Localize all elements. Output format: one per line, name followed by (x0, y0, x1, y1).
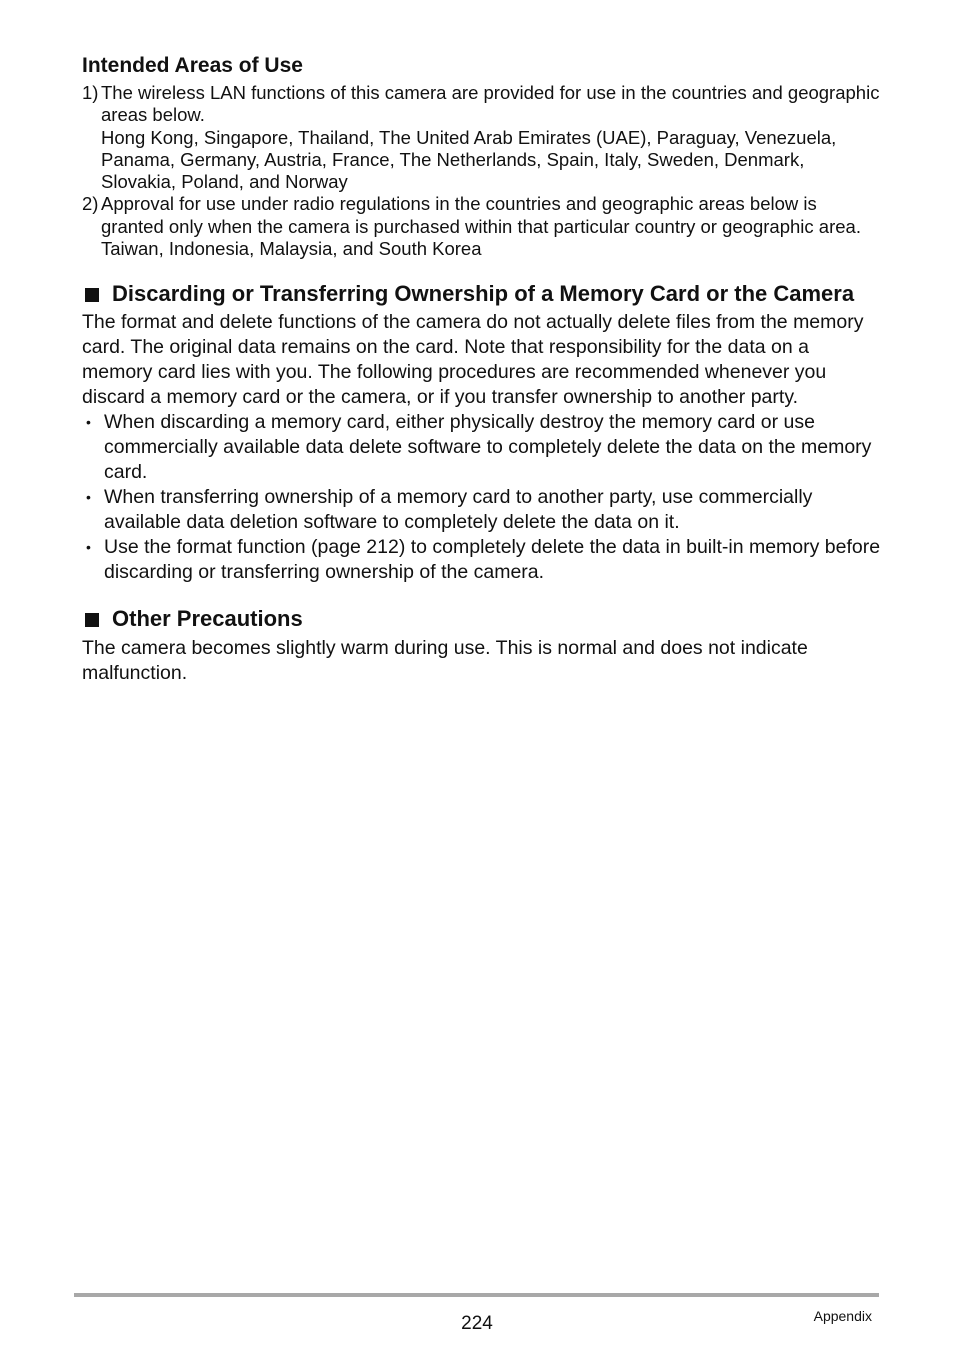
black-square-icon (85, 288, 99, 302)
intended-areas-heading: Intended Areas of Use (82, 54, 303, 77)
discarding-section-heading (82, 280, 882, 308)
bullet-icon: • (86, 414, 91, 431)
bullet-icon: • (86, 539, 91, 556)
list-item (82, 410, 882, 485)
bullet-text: When transferring ownership of a memory card to another party, use commercially available data deletion software to completely delete the data on it. (104, 486, 813, 534)
other-precautions-paragraph: The camera becomes slightly warm during use. This is normal and does not indicate malfunction. (82, 637, 808, 685)
page-number: 224 (461, 1313, 493, 1334)
bullet-text: Use the format function (page 212) to completely delete the data in built-in memory before discarding or transferring ownership of the camera. (104, 536, 881, 584)
item-number: 2) (82, 193, 99, 215)
discarding-paragraph: The format and delete functions of the camera do not actually delete files from the memory card. The original data remains on the card. Note that responsibility for the data on a memory card lies with you. The following procedures are recommended whenever you discard a memory card or the camera, or if you transfer ownership to another party. (82, 311, 864, 409)
intended-areas-list (82, 82, 882, 260)
item-text: Approval for use under radio regulations in the countries and geographic areas below is granted only when the camera is purchased within that particular country or geographic area. (101, 193, 861, 237)
list-item (82, 193, 882, 260)
other-precautions-heading (82, 605, 882, 633)
footer-divider (74, 1293, 879, 1297)
discarding-heading-text: Discarding or Transferring Ownership of a Memory Card or the Camera (112, 281, 855, 307)
other-heading-text: Other Precautions (112, 606, 303, 632)
item-text: The wireless LAN functions of this camera are provided for use in the countries and geographic areas below. (101, 82, 880, 126)
black-square-icon (85, 613, 99, 627)
item-countries: Hong Kong, Singapore, Thailand, The United Arab Emirates (UAE), Paraguay, Venezuela, Panama, Germany, Austria, France, The Netherlands, Spain, Italy, Sweden, Denmark, Slovakia, Poland, and Norway (101, 126, 837, 193)
bullet-icon: • (86, 489, 91, 506)
item-countries: Taiwan, Indonesia, Malaysia, and South Korea (101, 238, 482, 260)
discarding-bullets (82, 410, 882, 585)
list-item (82, 535, 882, 585)
page-content (82, 52, 882, 686)
list-item (82, 485, 882, 535)
bullet-text: When discarding a memory card, either physically destroy the memory card or use commercially available data delete software to completely delete the data on the memory card. (104, 411, 872, 484)
footer-section-label: Appendix (813, 1308, 872, 1324)
list-item (82, 82, 882, 193)
item-number: 1) (82, 82, 99, 103)
